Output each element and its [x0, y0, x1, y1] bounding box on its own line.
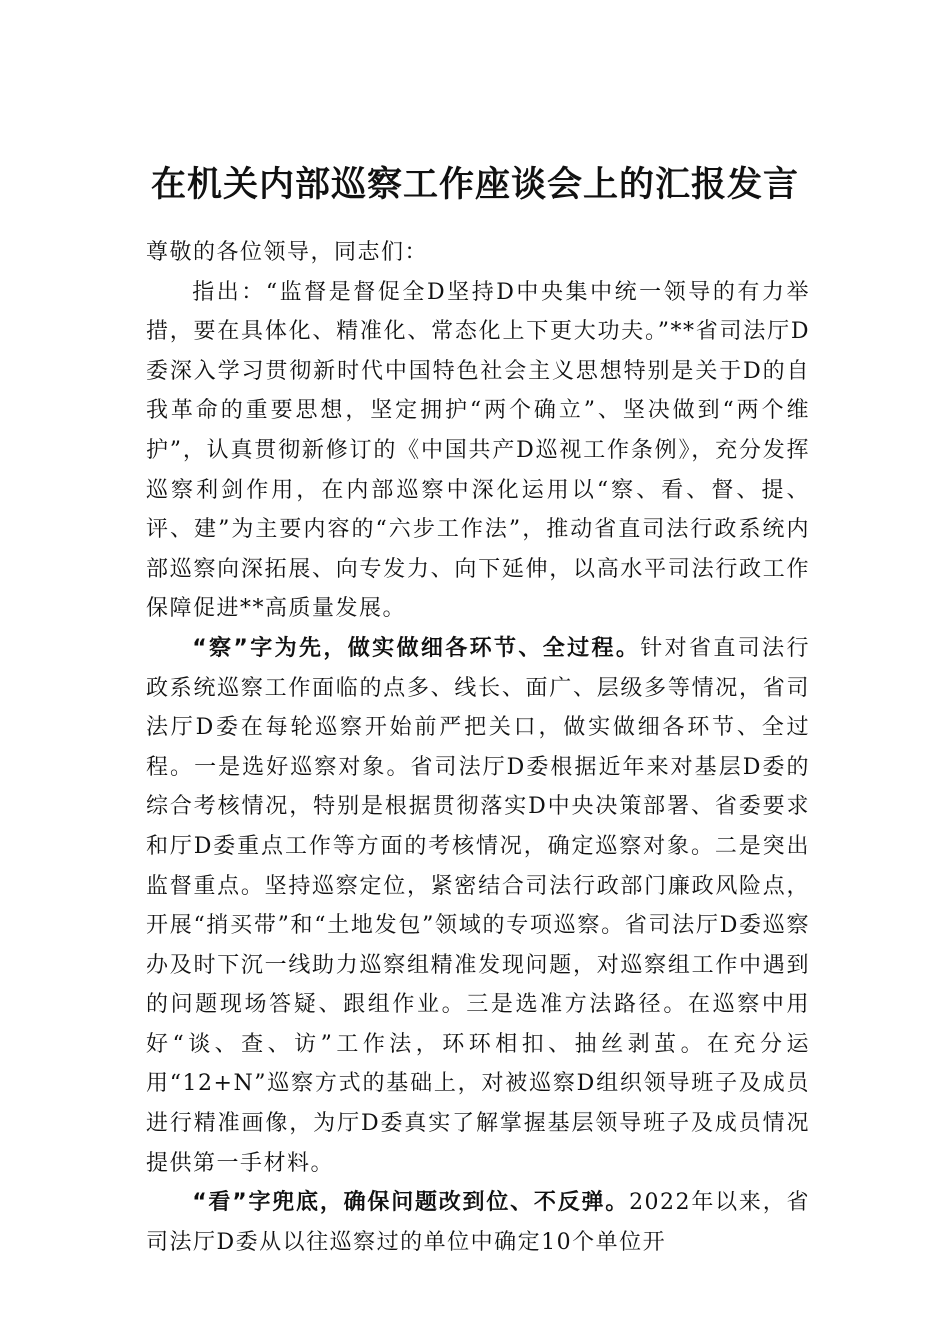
document-body [146, 233, 810, 1262]
paragraph-text: 2022年以来，省司法厅D委从以往巡察过的单位中确定10个单位开 [146, 1190, 810, 1255]
salutation: 尊敬的各位领导，同志们： [146, 240, 429, 265]
document-title: 在机关内部巡察工作座谈会上的汇报发言 [150, 164, 799, 205]
paragraph-lead: “看”字兜底，确保问题改到位、不反弹。 [192, 1190, 630, 1216]
paragraph-lead: “察”字为先，做实做细各环节、全过程。 [192, 635, 641, 661]
paragraph-text: 针对省直司法行政系统巡察工作面临的点多、线长、面广、层级多等情况，省司法厅D委在每轮巡察开始前严把关口，做实做细各环节、全过程。一是选好巡察对象。省司法厅D委根据近年来对基层D委的综合考核情况，特别是根据贯彻落实D中央决策部署、省委要求和厅D委重点工作等方面的考核情况，确定巡察对象。二是突出监督重点。坚持巡察定位，紧密结合司法行政部门廉政风险点，开展“捎买带”和“土地发包”领域的专项巡察。省司法厅D委巡察办及时下沉一线助力巡察组精准发现问题，对巡察组工作中遇到的问题现场答疑、跟组作业。三是选准方法路径。在巡察中用好“谈、查、访”工作法，环环相扣、抽丝剥茧。在充分运用“12+N”巡察方式的基础上，对被巡察D组织领导班子及成员进行精准画像，为厅D委真实了解掌握基层领导班子及成员情况提供第一手材料。 [146, 635, 810, 1176]
paragraph-cha [146, 629, 810, 1183]
paragraph-kan [146, 1183, 810, 1262]
paragraph-intro [146, 273, 810, 629]
paragraph-text: 指出：“监督是督促全D坚持D中央集中统一领导的有力举措，要在具体化、精准化、常态化上下更大功夫。”**省司法厅D委深入学习贯彻新时代中国特色社会主义思想特别是关于D的自我革命的重要思想，坚定拥护“两个确立”、坚决做到“两个维护”，认真贯彻新修订的《中国共产D巡视工作条例》，充分发挥巡察利剑作用，在内部巡察中深化运用以“察、看、督、提、评、建”为主要内容的“六步工作法”，推动省直司法行政系统内部巡察向深拓展、向专发力、向下延伸，以高水平司法行政工作保障促进**高质量发展。 [146, 279, 810, 622]
